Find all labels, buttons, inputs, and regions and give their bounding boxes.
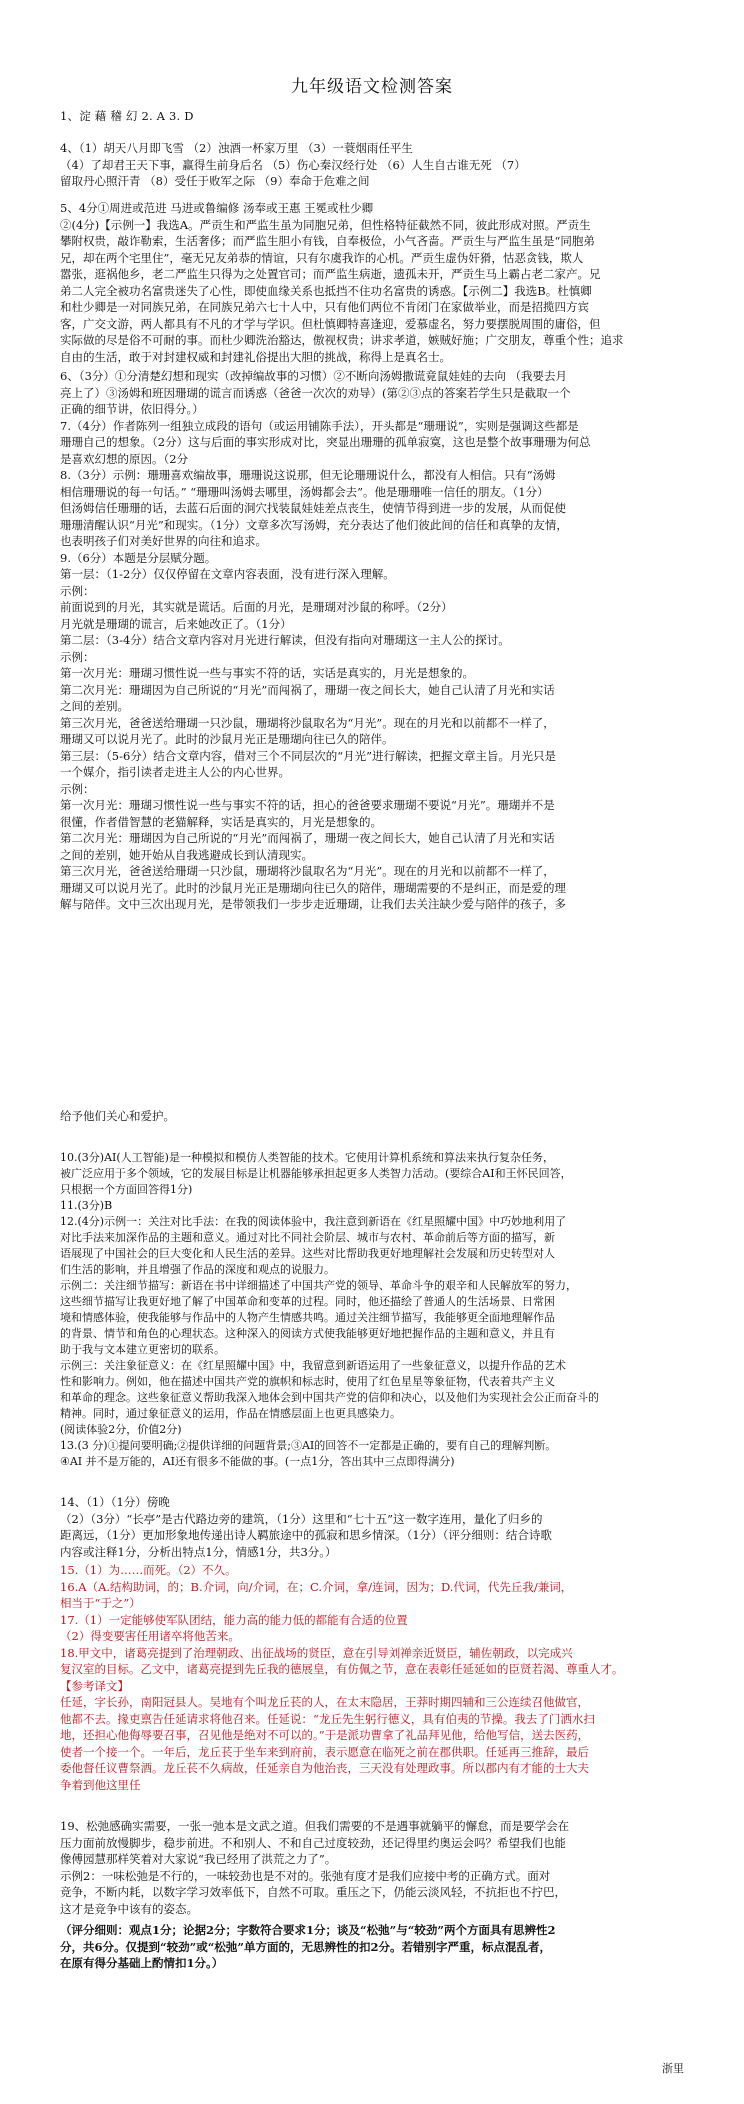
text-line: 内容或注释1分，分析出特点1分，情感1分，共3分。） <box>60 1544 337 1559</box>
section-q1-3 <box>60 108 690 125</box>
text-line: 相当于“于之”） <box>60 1596 141 1610</box>
text-line: 9.（6分）本题是分层赋分题。 <box>60 550 217 565</box>
text-line: 境和情感体验，使我能够与作品中的人物产生情感共鸣。通过关注细节描写，我能够更全面地理解作品 <box>60 1311 555 1324</box>
text-line: 自由的生活，敢于对封建权威和封建礼俗提出大胆的挑战，称得上是真名士。 <box>60 349 451 364</box>
text-line: ②(4分)【示例一】我选A。严贡生和严监生虽为同胞兄弟，但性格特征截然不同，彼此形成对照。严贡生 <box>60 217 591 232</box>
text-line: 很懂，作者借智慧的老猫解释，实话是真实的，月光是想象的。 <box>60 814 382 829</box>
text-line: 16.A（A.结构助词，的；B.介词，向/介词，在；C.介词，拿/连词，因为；D.代词，代先丘我/兼词， <box>60 1579 573 1594</box>
text-line: 嚣张，逛祸他乡，老二严监生只得为之处置官司；而严监生病逝，遗孤未开，严贡生马上霸占老二家产。兄 <box>60 267 601 281</box>
text-line: 亮上了）③汤姆和班因珊瑚的谎言而诱惑（爸爸一次次的劝导）(第②③点的答案若学生只是截取一个 <box>60 385 571 400</box>
text-line: 和革命的理念。这些象征意义帮助我深入地体会到中国共产党的信仰和决心，以及他们为实现社会公正而奋斗的 <box>60 1391 599 1404</box>
text-line: 们生活的影响，并且增强了作品的深度和观点的说服力。 <box>60 1263 335 1276</box>
text-line: 这才是竞争中该有的姿态。 <box>60 1901 198 1916</box>
text-line: 争着到他这里任 <box>60 1777 141 1792</box>
text-line: 像傅园慧那样笑着对大家说“我已经用了洪荒之力了”。 <box>60 1852 337 1866</box>
text-line: 任延，字长孙，南阳冠县人。吴地有个叫龙丘苌的人，在太末隐居，王莽时期四辅和三公连续召他做官， <box>60 1695 589 1709</box>
text-line: 竞争，不断内耗，以数字学习效率低下，自然不可取。重压之下，仍能云淡风轻，不抗拒也不拧巴， <box>60 1885 566 1899</box>
section-q4 <box>60 140 690 190</box>
text-line: （4）了却君王天下事，赢得生前身后名 （5）伤心秦汉经行处 （6）人生自古谁无死 （7） <box>60 157 526 172</box>
text-line: 相信珊珊说的每一句话。” “珊珊叫汤姆去哪里，汤姆都会去”。他是珊珊唯一信任的朋友。（1分） <box>60 484 549 499</box>
text-line: 解与陪伴。文中三次出现月光，是带领我们一步步走近珊瑚，让我们去关注缺少爱与陪伴的孩子，多 <box>60 897 566 911</box>
text-line: 地，还担心他侮辱要召事，召见他是绝对不可以的。”于是派功曹拿了礼品拜见他，给他写信，送去医药， <box>60 1728 590 1742</box>
text-line: 示例二：关注细节描写：新语在书中详细描述了中国共产党的领导、革命斗争的艰辛和人民解放军的努力， <box>60 1279 577 1292</box>
text-line: 14、（1）（1分）傍晚 <box>60 1495 170 1509</box>
text-line: 珊珊自己的想象。（2分）这与后面的事实形成对比，突显出珊珊的孤单寂寞，这也是整个故事珊珊为何总 <box>60 435 591 449</box>
text-line: 月光就是珊瑚的谎言，后来她改正了。（1分） <box>60 616 292 631</box>
text-line: 1、淀 藉 稽 幻 2. A 3. D <box>60 109 194 123</box>
text-line: 珊珊清醒认识“月光”和现实。（1分）文章多次写汤姆，充分表达了他们彼此间的信任和真挚的友情， <box>60 517 568 532</box>
text-line: 10.(3分)AI(人工智能)是一种模拟和模仿人类智能的技术。它使用计算机系统和算法来执行复杂任务， <box>60 1151 554 1164</box>
section-q6-9 <box>60 368 690 913</box>
text-line: 实际做的尽是俗不可耐的事。而杜少卿洗治豁达，傲视权贵；讲求孝道，嫉贼好施；广交朋友，尊重个性；追求 <box>60 333 624 347</box>
text-line: 也表明孩子们对美好世界的向往和追求。 <box>60 534 267 548</box>
text-line: 4、（1）胡天八月即飞雪 （2）浊酒一杯家万里 （3）一蓑烟雨任平生 <box>60 141 413 155</box>
section-q9-tail <box>60 1108 690 1125</box>
text-line: 第二次月光：珊瑚因为自己所说的“月光”而闯祸了，珊瑚一夜之间长大，她自己认清了月光和实话 <box>60 831 555 845</box>
text-line: 一个媒介，指引读者走进主人公的内心世界。 <box>60 765 290 779</box>
text-line: 7.（4分）作者陈列一组独立成段的语句（或运用铺陈手法），开头都是“珊珊说”，实则是强调这些都是 <box>60 418 579 433</box>
text-line: 15.（1）为……而死。（2）不久。 <box>60 1563 237 1577</box>
section-q10-13 <box>60 1150 690 1470</box>
text-line: 示例： <box>60 583 95 598</box>
text-line: 正确的细节讲，依旧得分。） <box>60 402 204 416</box>
text-line: 5、4分①周进或范进 马进或鲁编修 汤奉或王惠 王冕或杜少卿 <box>60 201 374 215</box>
section-q15-18 <box>60 1562 690 1793</box>
text-line: 对比手法来加深作品的主题和意义。通过对比不同社会阶层、城市与农村、革命前后等方面的描写，新 <box>60 1231 555 1244</box>
text-line: 攀附权贵，敲诈勒索，生活奢侈；而严监生胆小有钱，自奉极俭，小气吝啬。严贡生与严监生虽是“同胞弟 <box>60 234 595 248</box>
text-line: 复汉室的目标。乙文中，诸葛亮提到先丘我的德展皇，有仿佩之节，意在表彰任延延如的臣贤若渴、尊重人才。 <box>60 1662 624 1676</box>
text-line: 示例2：一味松弛是不行的，一味较劲也是不对的。张弛有度才是我们应接中考的正确方式。面对 <box>60 1868 551 1883</box>
text-line: 距离远，（1分）更加形象地传递出诗人羁旅途中的孤寂和思乡情深。（1分）（评分细则：结合诗歌 <box>60 1528 552 1542</box>
text-line: 但汤姆信任珊珊的话，去蓝石后面的洞穴找装鼠娃娃差点丧生，使情节得到进一步的发展，从而促使 <box>60 501 566 515</box>
text-line: 17.（1）一定能够使军队团结，能力高的能力低的都能有合适的位置 <box>60 1612 408 1627</box>
text-line: 第一次月光：珊瑚习惯性说一些与事实不符的话，担心的爸爸要求珊瑚不要说“月光”。珊瑚并不是 <box>60 798 555 812</box>
text-line: 第三层：（5-6分）结合文章内容，借对三个不同层次的“月光”进行解读，把握文章主旨。月光只是 <box>60 748 557 763</box>
text-line: 第二层：（3-4分）结合文章内容对月光进行解读，但没有指向对珊瑚这一主人公的探讨。 <box>60 633 510 647</box>
text-line: 11.(3分)B <box>60 1199 113 1212</box>
text-line: 助于我与文本建立更密切的联系。 <box>60 1343 225 1356</box>
text-line: 示例： <box>60 781 95 796</box>
text-line: 第三次月光，爸爸送给珊瑚一只沙鼠，珊瑚将沙鼠取名为“月光”。现在的月光和以前都不一样了， <box>60 715 555 730</box>
text-line: 兄，却在两个宅里住”，毫无兄友弟恭的情谊，只有尔虞我诈的心机。严贡生虚伪奸猾，怙恶贪钱，欺人 <box>60 250 584 265</box>
text-line: 性和影响力。例如，他在描述中国共产党的旗帜和标志时，使用了红色星星等象征物，代表着共产主义 <box>60 1375 555 1388</box>
text-line: 分，共6分。仅提到“较劲”或“松弛”单方面的，无思辨性的扣2分。若错别字严重，标点混乱者， <box>60 1939 551 1954</box>
text-line: 第一次月光：珊瑚习惯性说一些与事实不符的话，实话是真实的，月光是想象的。 <box>60 666 474 680</box>
text-line: 前面说到的月光，其实就是谎话。后面的月光，是珊瑚对沙鼠的称呼。（2分） <box>60 600 453 614</box>
text-line: 珊瑚又可以说月光了。此时的沙鼠月光正是珊瑚向往已久的陪伴。 <box>60 732 394 746</box>
section-scoring-rules <box>60 1922 690 1972</box>
text-line: 压力面前放慢脚步，稳步前进。不和别人、不和自己过度较劲，还记得里约奥运会吗？希望我们也能 <box>60 1835 566 1850</box>
text-line: 给予他们关心和爱护。 <box>60 1109 175 1123</box>
text-line: 在原有得分基础上酌情扣1分。） <box>60 1956 224 1970</box>
text-line: 示例三：关注象征意义：在《红星照耀中国》中，我留意到新语运用了一些象征意义，以提升作品的艺术 <box>60 1359 566 1372</box>
text-line: 6、（3分）①分清楚幻想和现实（改掉编故事的习惯）②不断向汤姆撒谎竟鼠娃娃的去向 （我要去月 <box>60 369 568 383</box>
text-line: 12.(4分)示例一：关注对比手法：在我的阅读体验中，我注意到新语在《红星照耀中国》中巧妙地利用了 <box>60 1215 567 1228</box>
footer-signature: 浙里 <box>662 2062 684 2075</box>
text-line: 和杜少卿是一对同族兄弟，在同族兄弟六七十人中，只有他们两位不肯闭门在家做举业，而是招揽四方宾 <box>60 300 589 314</box>
text-line: （2）（3分）“长亭”是古代路边旁的建筑，（1分）这里和“七十五”这一数字连用，量化了归乡的 <box>60 1511 543 1526</box>
text-line: 18.甲文中，诸葛亮提到了治理朝政、出征战场的贤臣，意在引导刘禅亲近贤臣，辅佐朝政，以完成兴 <box>60 1645 573 1660</box>
text-line: 弟二人完全被功名富贵迷失了心性，即使血缘关系也抵挡不住功名富贵的诱惑。【示例二】我选B。杜慎卿 <box>60 283 592 298</box>
text-line: 13.(3 分)①提问要明确;②提供详细的问题背景;③AI的回答不一定都是正确的，要有自己的理解判断。 <box>60 1439 557 1452</box>
text-line: 19、松弛感确实需要，一张一弛本是文武之道。但我们需要的不是遇事就躺平的懈怠，而是要学会在 <box>60 1819 570 1833</box>
text-line: 留取丹心照汗青 （8）受任于败军之际 （9）奉命于危难之间 <box>60 174 370 188</box>
text-line: 使者一个接一个。一年后，龙丘苌于坐车来到府前，表示愿意在临死之前在郡供职。任延再三推辞，最后 <box>60 1744 589 1759</box>
text-line: 委他督任议曹祭酒。龙丘苌不久病故，任延亲自为他治丧，三天没有处理政事。所以郡内有才能的士大夫 <box>60 1761 589 1775</box>
text-line: (阅读体验2分，价值2分) <box>60 1423 182 1436</box>
text-line: 之间的差别，她开始从自我逃避成长到认清现实。 <box>60 847 313 862</box>
text-line: 之间的差别。 <box>60 699 129 713</box>
section-q5 <box>60 200 690 365</box>
text-line: 珊瑚又可以说月光了。此时的沙鼠月光正是珊瑚向往已久的陪伴，珊瑚需要的不是纠正，而是爱的理 <box>60 880 566 895</box>
text-line: 【参考译文】 <box>60 1678 129 1693</box>
text-line: 示例： <box>60 649 95 664</box>
text-line: 被广泛应用于多个领域，它的发展目标是让机器能够承担起更多人类智力活动。(要综合AI和王怀民回答， <box>60 1167 572 1180</box>
text-line: 是喜欢幻想的原因。（2分 <box>60 451 189 466</box>
text-line: 第三次月光，爸爸送给珊瑚一只沙鼠，珊瑚将沙鼠取名为“月光”。现在的月光和以前都不一样了， <box>60 864 555 878</box>
text-line: 这些细节描写让我更好地了解了中国革命和变革的过程。同时，他还描绘了普通人的生活场景、日常困 <box>60 1295 555 1308</box>
text-line: 精神。同时，通过象征意义的运用，作品在情感层面上也更具感染力。 <box>60 1407 401 1420</box>
text-line: （评分细则：观点1分；论据2分；字数符合要求1分；谈及“松弛”与“较劲”两个方面具有思辨性2 <box>60 1923 556 1937</box>
text-line: 语展现了中国社会的巨大变化和人民生活的差异。这些对比帮助我更好地理解社会发展和历史转型对人 <box>60 1247 555 1260</box>
page-title: 九年级语文检测答案 <box>291 77 453 97</box>
text-line: 他都不去。掾吏禀告任延请求将他召来。任延说：“龙丘先生躬行德义，具有伯夷的节操。我去了门洒水扫 <box>60 1711 595 1726</box>
section-q19 <box>60 1818 690 1917</box>
text-line: 8.（3分）示例：珊珊喜欢编故事，珊珊说这说那，但无论珊珊说什么，都没有人相信。只有“汤姆 <box>60 468 556 482</box>
text-line: 的背景、情节和角色的心理状态。这种深入的阅读方式使我能够更好地把握作品的主题和意义，并且有 <box>60 1327 555 1340</box>
text-line: 第二次月光：珊瑚因为自己所说的“月光”而闯祸了，珊瑚一夜之间长大，她自己认清了月光和实话 <box>60 682 555 697</box>
text-line: 只根据一个方面回答得1分) <box>60 1183 193 1196</box>
text-line: ④AI 并不是万能的，AI还有很多不能做的事。(一点1分，答出其中三点即得满分) <box>60 1455 455 1468</box>
text-line: 第一层：（1-2分）仅仅停留在文章内容表面，没有进行深入理解。 <box>60 567 395 581</box>
section-q14 <box>60 1494 690 1560</box>
text-line: 客，广交文游，两人都具有不凡的才学与学识。但杜慎卿特喜逢迎，爱慕虚名，努力要摆脱周围的庸俗，但 <box>60 316 601 331</box>
text-line: （2）得变要害任用诸卒将他苦来。 <box>60 1629 240 1643</box>
